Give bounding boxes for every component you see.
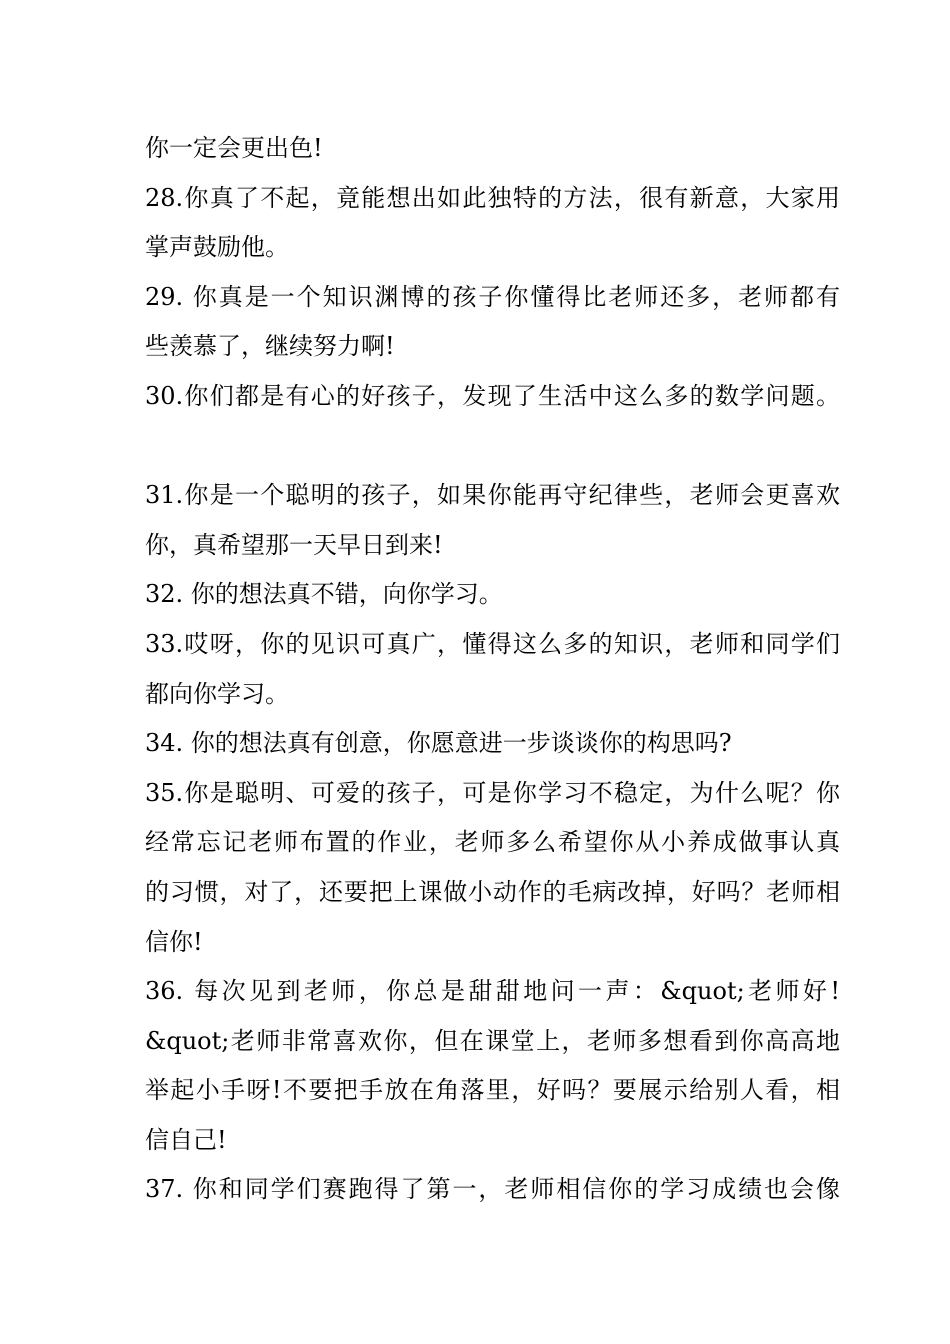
text-line: 信你! [145, 927, 203, 956]
text-line: 举起小手呀!不要把手放在角落里，好吗？要展示给别人看，相 [145, 1076, 840, 1105]
text-line: 些羡慕了，继续努力啊! [145, 332, 395, 361]
text-line: 30.你们都是有心的好孩子，发现了生活中这么多的数学问题。 [145, 381, 840, 410]
text-line: 33.哎呀，你的见识可真广，懂得这么多的知识，老师和同学们 [145, 629, 840, 658]
document-body [145, 124, 840, 1215]
text-line: 29. 你真是一个知识渊博的孩子你懂得比老师还多，老师都有 [145, 282, 840, 311]
text-line: 36. 每次见到老师，你总是甜甜地问一声：&quot;老师好! [145, 977, 840, 1006]
blank-line [145, 422, 840, 472]
text-line: 35.你是聪明、可爱的孩子，可是你学习不稳定，为什么呢？你 [145, 778, 840, 807]
text-line: 你，真希望那一天早日到来! [145, 530, 443, 559]
text-line: &quot;老师非常喜欢你，但在课堂上，老师多想看到你高高地 [145, 1026, 840, 1055]
text-line: 都向你学习。 [145, 679, 289, 708]
text-line: 28.你真了不起，竟能想出如此独特的方法，很有新意，大家用 [145, 183, 840, 212]
text-line: 的习惯，对了，还要把上课做小动作的毛病改掉，好吗？老师相 [145, 877, 840, 906]
text-line: 37. 你和同学们赛跑得了第一，老师相信你的学习成绩也会像 [145, 1175, 840, 1204]
text-line: 34. 你的想法真有创意，你愿意进一步谈谈你的构思吗? [145, 729, 732, 758]
text-line: 经常忘记老师布置的作业，老师多么希望你从小养成做事认真 [145, 828, 840, 857]
text-line: 信自己! [145, 1125, 227, 1154]
text-line: 掌声鼓励他。 [145, 233, 289, 262]
text-line: 31.你是一个聪明的孩子，如果你能再守纪律些，老师会更喜欢 [145, 481, 840, 510]
text-line: 你一定会更出色! [145, 134, 323, 162]
text-line: 32. 你的想法真不错，向你学习。 [145, 580, 503, 609]
